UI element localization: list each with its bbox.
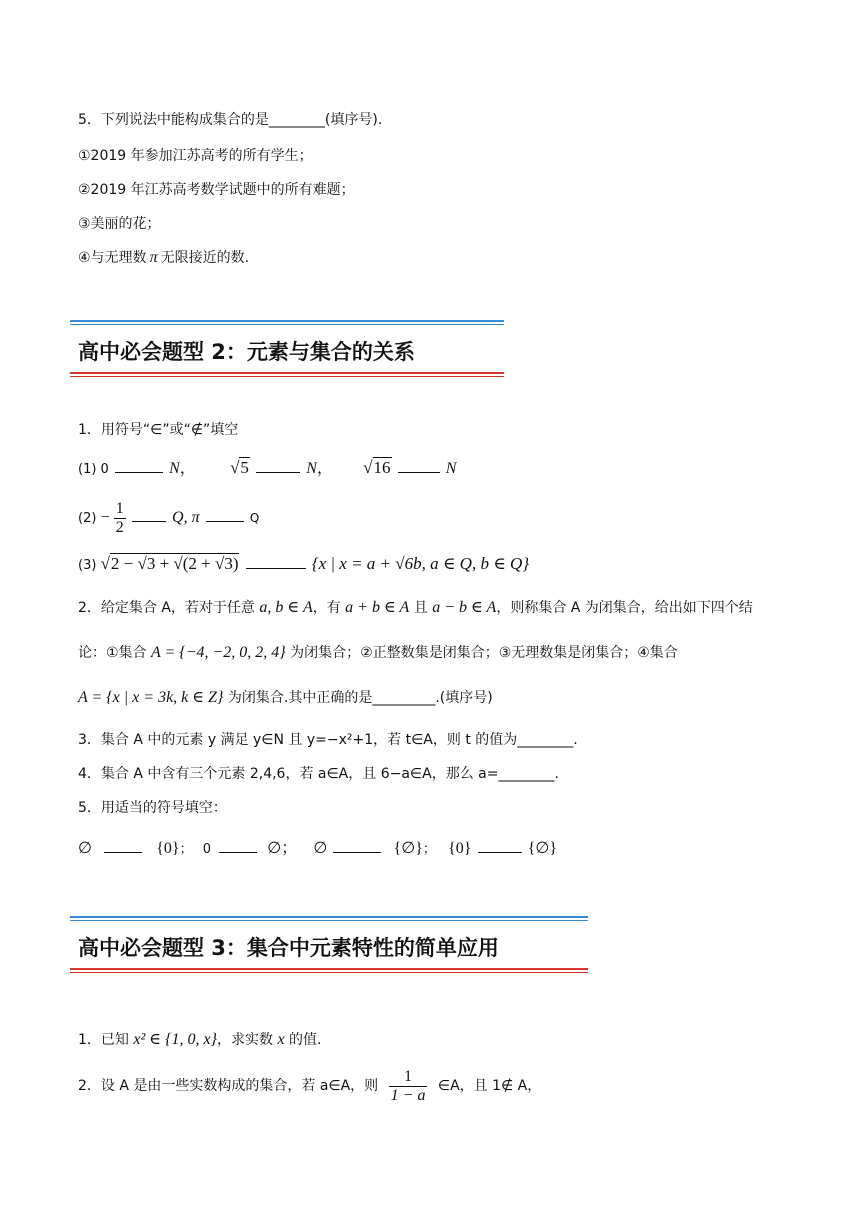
section-bottom-bar-thin <box>70 972 588 973</box>
set-zero: {0} <box>156 840 180 857</box>
numerator: 1 <box>115 500 124 517</box>
pi-symbol: π <box>149 249 158 266</box>
s2-q1-part1: (1) 0 N， √5 N， √16 N <box>78 458 457 477</box>
set-Q: Q <box>249 511 260 525</box>
s2-q1-part3 <box>78 552 529 578</box>
section-top-bar <box>70 320 504 322</box>
math-sum: a + b ∈ A <box>345 599 410 616</box>
blank <box>246 554 306 569</box>
empty-set: ∅ <box>78 840 92 857</box>
set-Q-pi: Q, π <box>172 509 200 526</box>
denominator: 1 − a <box>390 1086 426 1104</box>
blank <box>132 507 166 522</box>
option-4-a: ④与无理数 <box>78 250 147 266</box>
zero: 0 <box>202 842 212 857</box>
s3-q1: 1．已知 x² ∈ {1, 0, x}，求实数 x 的值. <box>78 1031 322 1048</box>
section-top-bar-thin <box>70 920 588 921</box>
option-4 <box>78 248 249 268</box>
minus-sign: − <box>100 509 110 526</box>
math-set-3k: A = {x | x = 3k, k ∈ Z} <box>78 689 224 706</box>
section-bottom-bar-thin <box>70 376 504 377</box>
s2-q1: 1．用符号“∈”或“∉”填空 <box>78 422 239 438</box>
math-diff: a − b ∈ A <box>432 599 497 616</box>
fraction-1-over-1-minus-a <box>389 1068 428 1105</box>
math-ab: a, b ∈ A <box>259 599 313 616</box>
blank <box>478 838 522 853</box>
option-1: ①2019 年参加江苏高考的所有学生； <box>78 148 313 164</box>
denominator: 2 <box>115 519 124 536</box>
s2-q3: 3．集合 A 中的元素 y 满足 y∈N 且 y=−x²+1，若 t∈A，则 t 的值为________. <box>78 732 578 748</box>
set-N: N <box>445 460 457 477</box>
option-4-b: 无限接近的数. <box>160 250 250 266</box>
math-x-squared: x² ∈ {1, 0, x} <box>133 1031 218 1048</box>
sqrt-5: √5 <box>230 458 249 477</box>
sqrt-16: √16 <box>363 458 391 477</box>
section-2-title: 高中必会题型 2：元素与集合的关系 <box>78 340 415 364</box>
option-2: ②2019 年江苏高考数学试题中的所有难题； <box>78 182 355 198</box>
set-zero: {0} <box>448 840 472 857</box>
set-N: N <box>169 460 180 477</box>
s2-q5-blanks: ∅ {0}； 0 ∅； ∅ {∅}； {0} {∅} <box>78 840 557 857</box>
blank <box>256 458 300 473</box>
fraction-half <box>114 500 126 537</box>
numerator: 1 <box>389 1068 428 1087</box>
s2-q1-part2 <box>78 496 259 540</box>
blank <box>115 458 163 473</box>
s2-q4: 4．集合 A 中含有三个元素 2,4,6，若 a∈A，且 6−a∈A，那么 a=________. <box>78 766 559 782</box>
blank <box>206 507 244 522</box>
section-bottom-bar <box>70 372 504 374</box>
s3-q2: 2．设 A 是由一些实数构成的集合，若 a∈A，则 $\frac{1}{1 - a}$ ∈A，且 1∉ A， <box>78 1067 542 1104</box>
blank <box>104 838 142 853</box>
part2-label: (2) <box>78 511 97 526</box>
section-top-bar <box>70 916 588 918</box>
s2-q2-line3: A = {x | x = 3k, k ∈ Z} 为闭集合.其中正确的是_________.(填序号) <box>78 689 493 706</box>
set-builder: {x | x = a + √6b, a ∈ Q, b ∈ Q} <box>311 554 530 573</box>
option-3: ③美丽的花； <box>78 216 161 232</box>
section-3-title: 高中必会题型 3：集合中元素特性的简单应用 <box>78 936 499 960</box>
math-x: x <box>277 1031 285 1048</box>
blank <box>219 838 257 853</box>
section-bottom-bar <box>70 968 588 970</box>
blank <box>398 458 440 473</box>
part1-label: (1) 0 <box>78 462 109 477</box>
set-N: N <box>306 460 317 477</box>
math-set: A = {−4, −2, 0, 2, 4} <box>151 644 286 661</box>
s2-q2-line1: 2．给定集合 A，若对于任意 a, b ∈ A，有 a + b ∈ A 且 a − b ∈ A，则称集合 A 为闭集合，给出如下四个结 <box>78 599 753 616</box>
s2-q2-line2: 论：①集合 A = {−4, −2, 0, 2, 4} 为闭集合；②正整数集是闭集合；③无理数集是闭集合；④集合 <box>78 644 678 661</box>
empty-set: ∅ <box>313 840 328 857</box>
sqrt-expression: √2 − √3 + √(2 + √3) <box>100 554 239 573</box>
set-empty: {∅} <box>527 840 557 857</box>
empty-set: ∅； <box>267 840 298 857</box>
s2-q5: 5．用适当的符号填空： <box>78 800 227 816</box>
part3-label: (3) <box>78 558 97 573</box>
blank <box>333 838 381 853</box>
set-empty: {∅} <box>393 840 423 857</box>
section-top-bar-thin <box>70 324 504 325</box>
question-5-text: 5．下列说法中能构成集合的是________(填序号). <box>78 112 383 128</box>
